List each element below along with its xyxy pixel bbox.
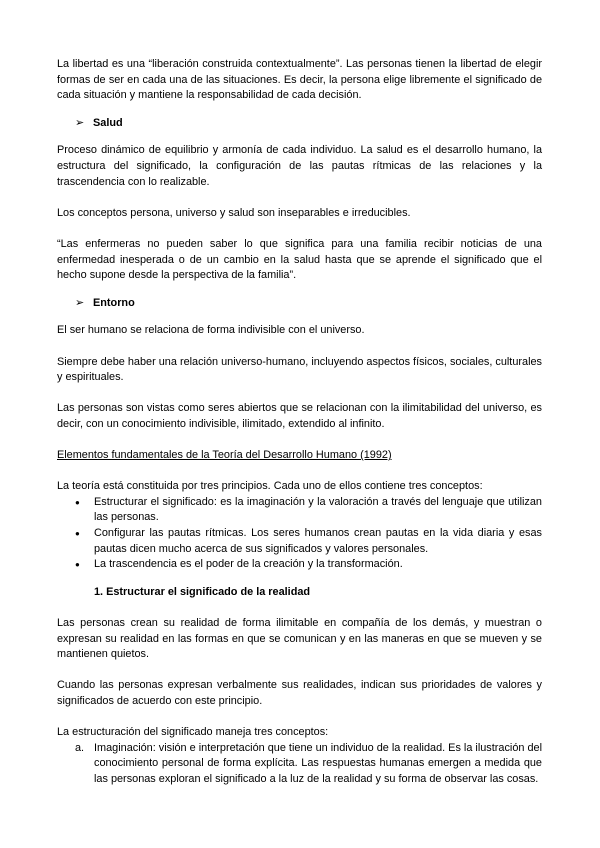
principles-list xyxy=(57,495,542,573)
paragraph-estructuracion: La estructuración del significado maneja tres conceptos: xyxy=(57,726,329,739)
paragraph-conceptos: Los conceptos persona, universo y salud son inseparables e irreducibles. xyxy=(57,206,411,219)
paragraph-realidad-2: Cuando las personas expresan verbalmente sus realidades, indican sus prioridades de valores y significados de acuerdo con este principio. xyxy=(57,679,542,707)
list-item: ● Configurar las pautas rítmicas. Los seres humanos crean pautas en la vida diaria y esas pautas dicen mucho acerca de sus significados y valores personales. xyxy=(57,526,542,557)
paragraph-libertad: La libertad es una “liberación construida contextualmente”. Las personas tienen la libertad de elegir formas de ser en cada una de las situaciones. Es decir, la persona elige libremente el significado de cada situación y mantiene la responsabilidad de cada decisión. xyxy=(57,58,542,102)
heading-salud xyxy=(75,116,542,132)
document-page xyxy=(57,57,542,788)
concepts-list xyxy=(57,741,542,788)
list-item-text: Imaginación: visión e interpretación que tiene un individuo de la realidad. Es la ilustración del conocimiento personal de forma explícita. Las respuestas humanas emergen a medida que las personas exploran el significado a la luz de la realidad y su forma de observar las cosas. xyxy=(94,741,542,785)
heading-entorno-label: Entorno xyxy=(93,296,135,309)
list-item xyxy=(57,741,542,788)
paragraph-realidad-1: Las personas crean su realidad de forma ilimitable en compañía de los demás, y muestran o expresan su realidad en las formas en que se comunican y en las maneras en que se mueven y se mantienen quietos. xyxy=(57,617,542,661)
list-marker: a. xyxy=(75,741,85,754)
paragraph-entorno-3: Las personas son vistas como seres abiertos que se relacionan con la ilimitabilidad del universo, es decir, con un conocimiento indivisible, ilimitado, extendido al infinito. xyxy=(57,402,542,430)
list-item: ● Estructurar el significado: es la imaginación y la valoración a través del lenguaje que utilizan las personas. xyxy=(57,495,542,526)
paragraph-salud: Proceso dinámico de equilibrio y armonía de cada individuo. La salud es el desarrollo humano, la estructura del significado, la configuración de las pautas rítmicas de las relaciones y la trascendencia con lo realizable. xyxy=(57,144,542,188)
numbered-heading: 1. Estructurar el significado de la realidad xyxy=(94,585,311,598)
section-title: Elementos fundamentales de la Teoría del Desarrollo Humano (1992) xyxy=(57,449,392,462)
paragraph-quote: “Las enfermeras no pueden saber lo que significa para una familia recibir noticias de una enfermedad inesperada o de un cambio en la salud hasta que se aprende el significado que el hecho supone desde la perspectiva de la familia”. xyxy=(57,237,542,282)
heading-salud-label: Salud xyxy=(93,116,123,129)
arrow-bullet-icon: ➢ xyxy=(75,296,85,309)
heading-entorno xyxy=(75,296,542,312)
arrow-bullet-icon: ➢ xyxy=(75,116,85,129)
paragraph-teoria: La teoría está constituida por tres principios. Cada uno de ellos contiene tres conceptos: xyxy=(57,480,483,493)
list-item: ● La trascendencia es el poder de la creación y la transformación. xyxy=(57,557,542,573)
paragraph-entorno-2: Siempre debe haber una relación universo-humano, incluyendo aspectos físicos, sociales, culturales y espirituales. xyxy=(57,355,542,384)
paragraph-entorno-1: El ser humano se relaciona de forma indivisible con el universo. xyxy=(57,324,365,337)
